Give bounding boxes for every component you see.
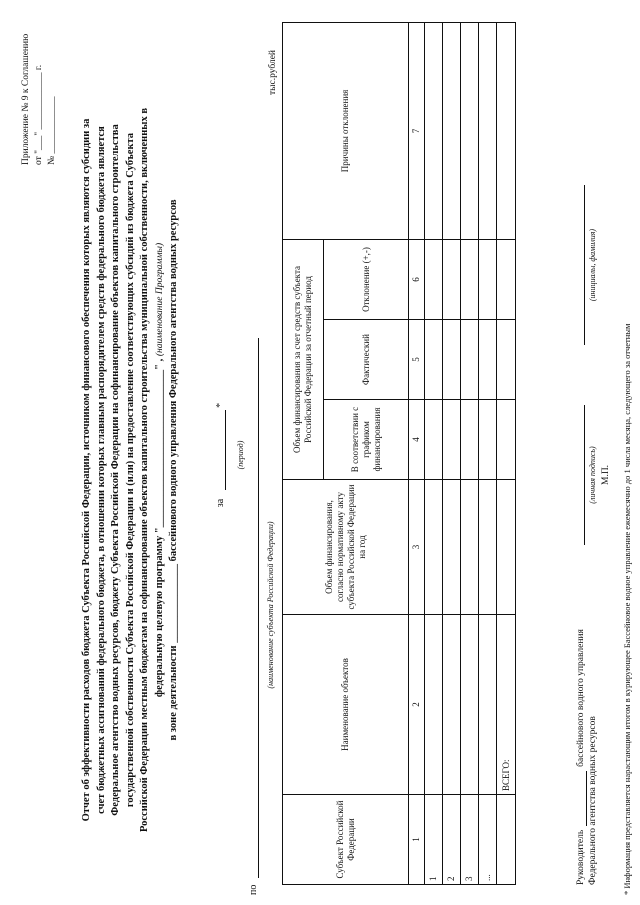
period-row [215,305,226,605]
report-table [282,22,516,885]
title-line-6 [153,55,168,885]
table-cell [425,320,443,400]
program-name-caption: (наименование Программы) [154,242,165,357]
table-cell [497,239,516,319]
table-row [425,22,443,884]
signature-caption: (личная подпись) [588,446,597,504]
subject-row [248,295,259,895]
col-schedule-header: В соответствии с графиком финансирования [324,400,409,480]
row-label: 3 [461,795,479,885]
col-deviation-header: Отклонение (+,-) [324,239,409,319]
period-prefix: за [215,498,226,508]
table-cell [443,239,461,319]
appendix-line-1: Приложение № 9 к Соглашению [21,33,31,165]
table-cell [479,480,497,615]
role-suffix: бассейнового водного управления [576,629,586,767]
col-group-header: Объем финансирования за счет средств субъекта Российской Федерации за отчетный период [283,239,324,479]
subject-prefix: по [248,884,259,895]
table-cell [443,400,461,480]
column-number: 1 [409,795,425,885]
title-line-7: в зоне деятельности _______________ бассейнового водного управления Федерального агентства водных ресурсов [168,199,179,741]
signatory-role [575,629,599,885]
col-annual-volume-header: Объем финансирования, согласно нормативному акту субъекта Российской Федерации на год [283,480,409,615]
table-cell [461,480,479,615]
table-cell [461,320,479,400]
name-caption: (инициалы, фамилия) [588,228,597,302]
table-cell [425,22,443,239]
table-cell [479,400,497,480]
col-actual-header: Фактический [324,320,409,400]
title-line-5: Российской Федерации местным бюджетам на софинансирование объектов капитального строительства муниципальной собственности, включенных в [139,107,150,833]
col-objects-header: Наименование объектов [283,615,409,795]
appendix-reference [20,15,59,165]
table-row [461,22,479,884]
name-line [583,185,585,345]
subject-caption: (наименование субъекта Российской Федерации) [266,521,275,689]
table-row [443,22,461,884]
table-cell [443,22,461,239]
table-cell [461,400,479,480]
table-cell [443,480,461,615]
row-label: 2 [443,795,461,885]
subject-blank-line [248,338,259,878]
units-label: тыс.рублей [268,49,278,95]
appendix-number-line: № ____________ [47,96,57,165]
period-asterisk: * [215,402,226,408]
column-number: 7 [409,22,425,239]
footnote: * Информация представляется нарастающим итогом в курирующее Бассейновое водное управление ежемесячно до 1 числа месяца, следующего за отчетным [622,323,632,895]
table-cell [425,400,443,480]
table-row [479,22,497,884]
table-cell [443,320,461,400]
row-label: 1 [425,795,443,885]
column-numbers-row [409,22,425,884]
appendix-date-line: от "___" ____________ г. [34,64,44,165]
column-number: 4 [409,400,425,480]
table-cell [461,22,479,239]
table-cell [497,480,516,615]
table-cell [425,480,443,615]
title-line-1: Отчет об эффективности расходов бюджета Субъекта Российской Федерации, источником финансового обеспечения которых являются субсидии за [81,118,92,822]
stamp-place: М.П. [601,464,611,485]
period-caption: (период) [236,440,245,470]
table-cell [425,239,443,319]
total-label: ВСЕГО: [497,615,516,795]
table-cell [479,615,497,795]
title-line-4: государственной собственности Субъекта Российской Федерации и (или) на предоставление соответствующих субсидий из бюджета Субъекта [124,132,136,808]
column-number: 3 [409,480,425,615]
table-cell [461,239,479,319]
total-row [497,22,516,884]
role-agency: Федерального агентства водных ресурсов [588,716,598,885]
column-number: 6 [409,239,425,319]
table-cell [479,22,497,239]
signature-line [583,405,585,545]
title-line-3: Федеральное агентство водных ресурсов, бюджету Субъекта Российской Федерации на софинансирование объектов капитального строительства [110,124,121,816]
col-reasons-header: Причины отклонения [283,22,409,239]
table-cell [497,400,516,480]
table-cell [443,615,461,795]
col-subject-header: Субъект Российской Федерации [283,795,409,885]
header-row-1 [283,22,324,884]
report-title [80,55,182,885]
table-cell [425,615,443,795]
table-cell [461,615,479,795]
role-blank-line [577,771,587,826]
column-number: 5 [409,320,425,400]
row-label: ... [479,795,497,885]
role-title: Руководитель [576,829,586,885]
table-cell [497,22,516,239]
table-cell [497,320,516,400]
column-number: 2 [409,615,425,795]
table-cell [479,320,497,400]
signature-block [575,25,625,885]
table-cell [497,795,516,885]
table-cell [479,239,497,319]
title-line-2: счет бюджетных ассигнований федерального бюджета, в отношении которых главным распорядителем средств федерального бюджета является [95,126,107,814]
period-blank-line [215,410,226,490]
program-name-line: федеральную целевую программу "______________________________" , [153,358,165,698]
